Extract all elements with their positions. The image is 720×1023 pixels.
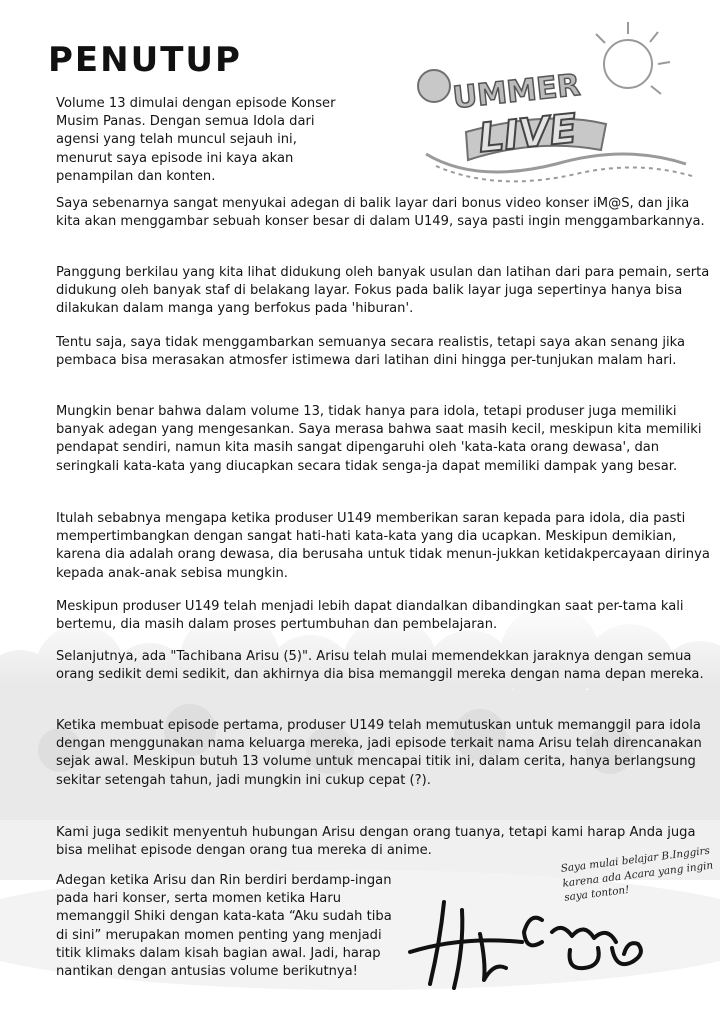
paragraph-8: Selanjutnya, ada "Tachibana Arisu (5)". Arisu telah mulai memendekkan jaraknya dengan semua orang sedikit demi sedikit, dan akhirnya dia bisa memanggil mereka dengan nama depan mereka. (56, 649, 704, 683)
paragraph-10: Kami juga sedikit menyentuh hubungan Arisu dengan orang tuanya, tetapi kami harap Anda juga bisa melihat episode dengan orang tua mereka di anime. (56, 825, 696, 859)
logo-line1: UMMER (451, 67, 582, 116)
paragraph-2: Saya sebenarnya sangat menyukai adegan di balik layar dari bonus video konser iM@S, dan jika kita akan menggambar sebuah konser besar di dalam U149, saya pasti ingin menggambarkannya. (56, 196, 705, 230)
handwritten-side-note: Saya mulai belajar B.Inggirs karena ada Acara yang ingin saya tonton! (560, 844, 714, 904)
paragraph-11: Adegan ketika Arisu dan Rin berdiri berdamp-ingan pada hari konser, serta momen ketika Haru memanggil Shiki dengan kata-kata “Aku sudah tiba di sini” merupakan momen penting yang menjadi titik klimaks dalam kisah bagian awal. Jadi, harap nantikan dengan antusias volume berikutnya! (56, 873, 392, 980)
author-signature (402, 892, 692, 992)
page-title: PENUTUP (48, 40, 242, 80)
paragraph-6: Itulah sebabnya mengapa ketika produser U149 memberikan saran kepada para idola, dia pasti mempertimbangkan dengan sangat hati-hati kata-kata yang dia ucapkan. Meskipun demikian, karena dia adalah orang dewasa, dia berusaha untuk tidak menun-jukkan ketidakpercayaan dirinya kepada anak-anak sebisa mungkin. (56, 511, 710, 581)
paragraph-3: Panggung berkilau yang kita lihat didukung oleh banyak usulan dan latihan dari para pemain, serta didukung oleh banyak staf di belakang layar. Fokus pada balik layar juga sepertinya hanya bisa dilakukan dalam manga yang berfokus pada 'hiburan'. (56, 265, 710, 317)
paragraph-1: Volume 13 dimulai dengan episode Konser Musim Panas. Dengan semua Idola dari agensi yang telah muncul sejauh ini, menurut saya episode ini kaya akan penampilan dan konten. (56, 96, 336, 184)
paragraph-5: Mungkin benar bahwa dalam volume 13, tidak hanya para idola, tetapi produser juga memiliki banyak adegan yang mengesankan. Saya merasa bahwa saat masih kecil, meskipun kita memiliki pendapat sendiri, namun kita masih sangat dipengaruhi oleh 'kata-kata orang dewasa', dan seringkali kata-kata yang diucapkan secara tidak senga-ja dapat memiliki dampak yang besar. (56, 404, 702, 474)
logo-line2: LIVE (476, 105, 580, 162)
paragraph-7: Meskipun produser U149 telah menjadi lebih dapat diandalkan dibandingkan saat per-tama kali bertemu, dia masih dalam proses pertumbuhan dan pembelajaran. (56, 599, 684, 633)
summer-live-logo (396, 14, 706, 189)
paragraph-9: Ketika membuat episode pertama, produser U149 telah memutuskan untuk memanggil para idola dengan menggunakan nama keluarga mereka, jadi episode terkait nama Arisu telah direncanakan sejak awal. Meskipun butuh 13 volume untuk mencapai titik ini, dalam cerita, hanya berlangsung sekitar setengah tahun, jadi mungkin ini cukup cepat (?). (56, 718, 702, 788)
paragraph-4: Tentu saja, saya tidak menggambarkan semuanya secara realistis, tetapi saya akan senang jika pembaca bisa merasakan atmosfer istimewa dari latihan dini hingga per-tunjukan malam hari. (56, 335, 686, 369)
